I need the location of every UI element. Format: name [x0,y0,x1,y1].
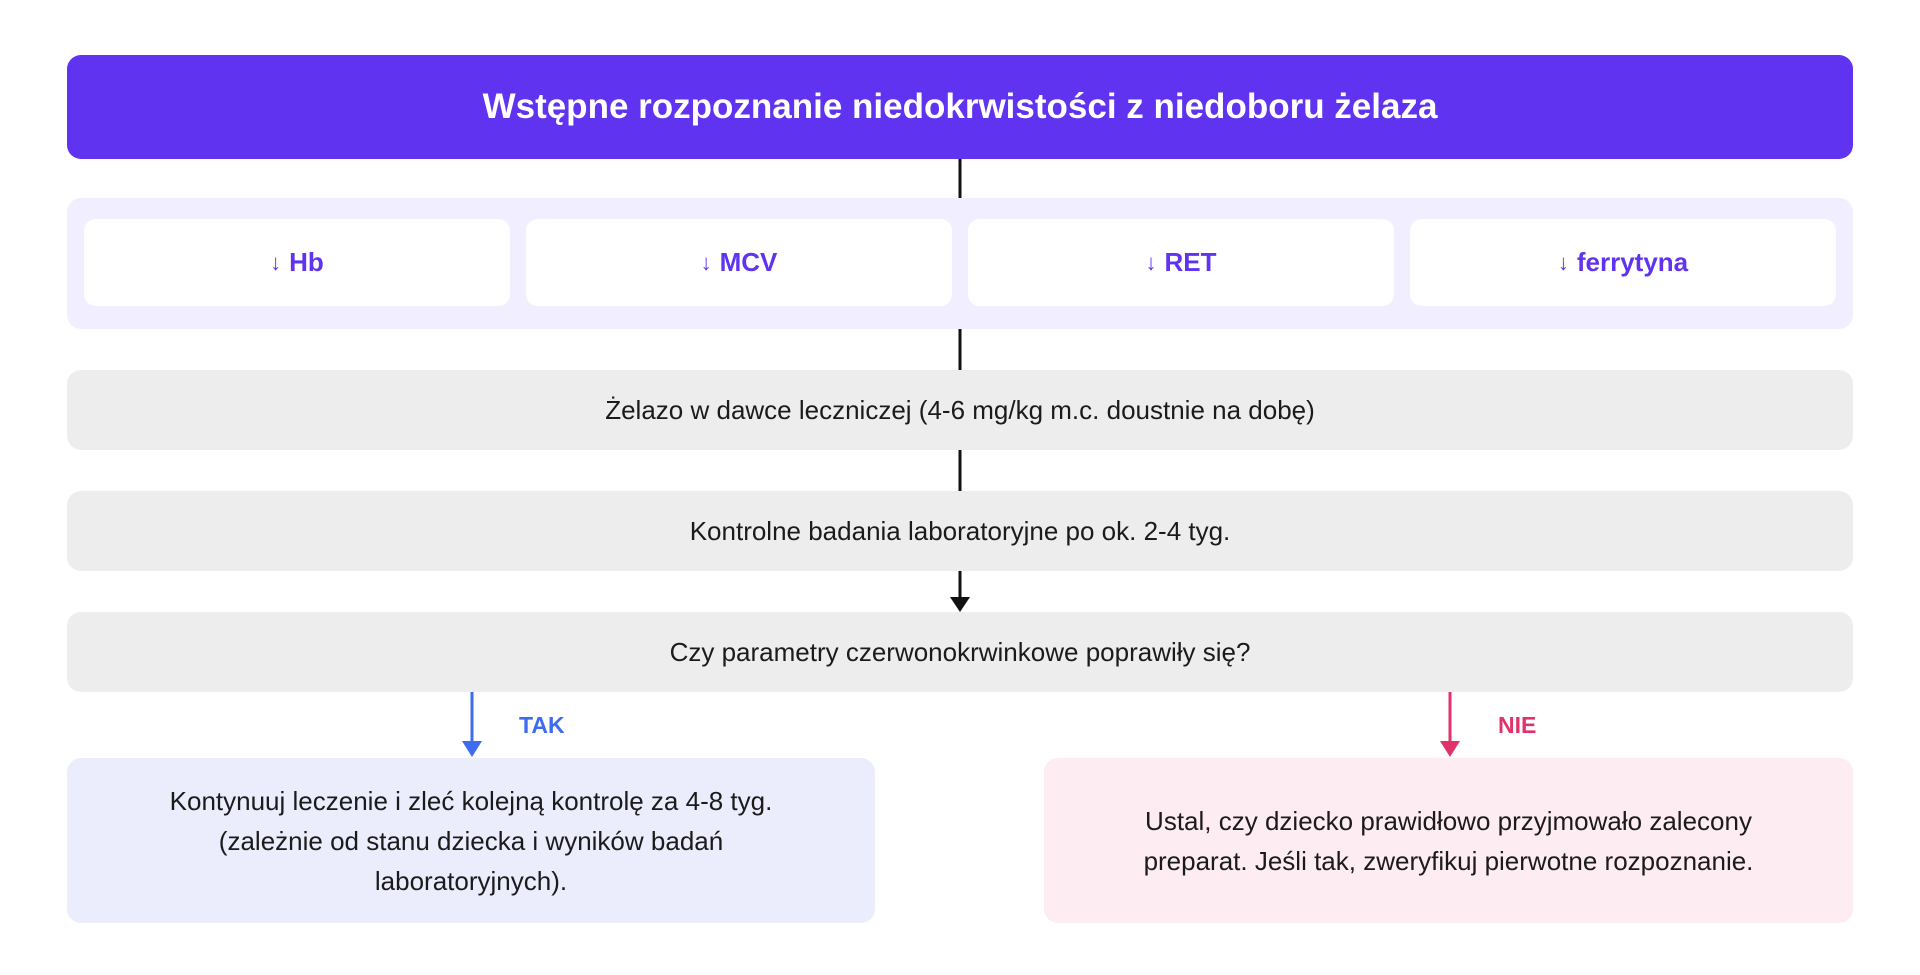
outcome-no-text: Ustal, czy dziecko prawidłowo przyjmowało zalecony preparat. Jeśli tak, zweryfikuj pierwotne rozpoznanie. [1143,805,1754,876]
parameter-hb [84,219,510,306]
parameter-label: ferrytyna [1576,247,1689,277]
branch-label-no: NIE [1498,712,1537,738]
down-arrow-icon: ↓ [270,249,282,275]
control-text: Kontrolne badania laboratoryjne po ok. 2-4 tyg. [689,515,1231,546]
down-arrow-icon: ↓ [700,249,712,275]
parameter-ret [968,219,1394,306]
question-text: Czy parametry czerwonokrwinkowe poprawiły się? [669,636,1251,667]
treatment-step [67,370,1853,450]
arrowhead-yes [462,741,482,757]
branch-label-yes: TAK [519,712,565,738]
parameter-mcv [526,219,952,306]
down-arrow-icon: ↓ [1557,249,1569,275]
arrowhead-no [1440,741,1460,757]
parameter-ferritin [1410,219,1836,306]
outcome-no-box [1044,758,1853,923]
header-title: Wstępne rozpoznanie niedokrwistości z niedoboru żelaza [482,87,1438,126]
parameter-label: RET [1164,247,1217,277]
parameter-label: Hb [289,247,324,277]
down-arrow-icon: ↓ [1145,249,1157,275]
outcome-yes-box [67,758,875,923]
outcome-yes-text: Kontynuuj leczenie i zleć kolejną kontrolę za 4-8 tyg. (zależnie od stanu dziecka i wyników badań laboratoryjnych). [169,785,773,896]
lab-parameters-panel [67,198,1853,329]
arrowhead-question [950,597,970,612]
treatment-text: Żelazo w dawce leczniczej (4-6 mg/kg m.c. doustnie na dobę) [605,394,1315,425]
parameter-label: MCV [719,247,778,277]
control-step [67,491,1853,571]
diagnosis-header [67,55,1853,159]
question-step [67,612,1853,692]
